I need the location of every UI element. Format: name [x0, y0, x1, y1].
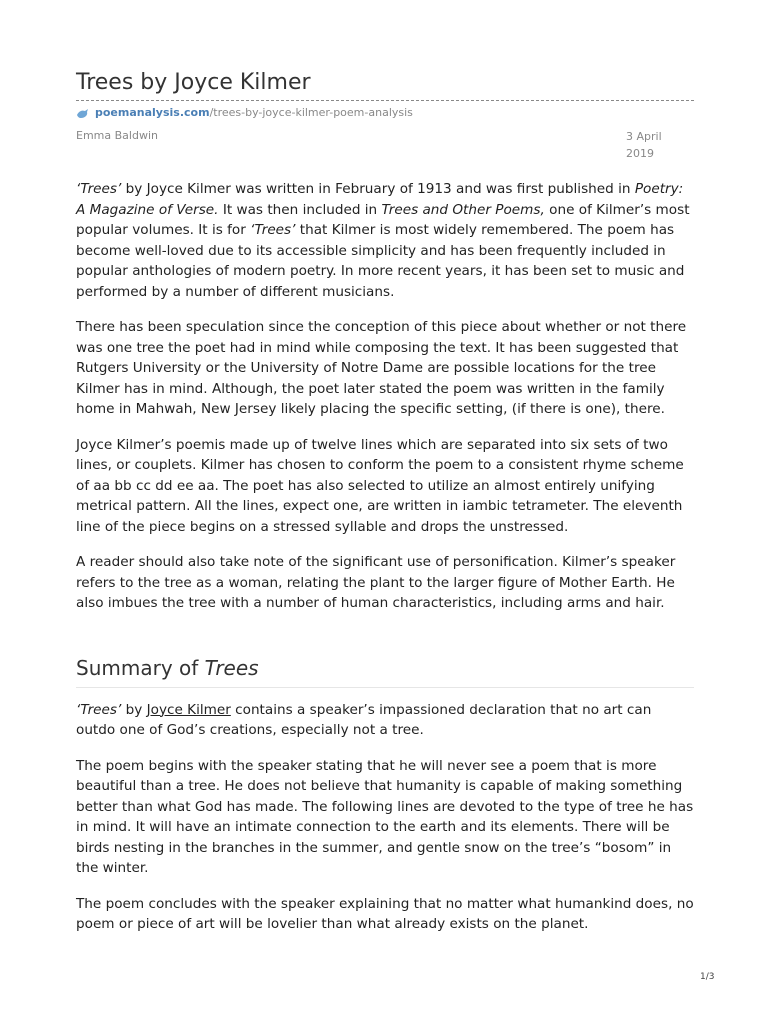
paragraph-personification: A reader should also take note of the significant use of personification. Kilmer’s speaker refers to the tree as a woman, relating the plant to the larger figure of Mother Earth. He also imbues the tree with a number of human characteristics, including arms and hair. [76, 554, 676, 611]
text-span: by Joyce Kilmer was written in February of 1913 and was first published in [121, 181, 635, 197]
source-path[interactable]: /trees-by-joyce-kilmer-poem-analysis [209, 106, 413, 119]
heading-italic: Trees [204, 655, 259, 680]
page-title: Trees by Joyce Kilmer [76, 70, 311, 95]
summary-paragraph-3: The poem concludes with the speaker explaining that no matter what humankind does, no poem or piece of art will be lovelier than what already exists on the planet. [76, 895, 694, 932]
collection-italic: Trees and Other Poems, [381, 201, 545, 218]
paragraph-speculation: There has been speculation since the conception of this piece about whether or not there was one tree the poet had in mind while composing the text. It has been suggested that Rutgers University or the University of Notre Dame are possible locations for the tree Kilmer has in mind. Although, the poet later stated the poem was written in the family home in Mahwah, New Jersey likely placing the specific setting, (if there is one), there. [76, 319, 687, 417]
text-span: by [121, 701, 147, 718]
text-span: It was then included in [218, 201, 382, 218]
author-name: Emma Baldwin [76, 129, 158, 142]
source-line [76, 105, 413, 121]
poem-title-italic: ‘Trees’ [76, 701, 122, 718]
heading-text: Summary of [76, 655, 205, 680]
paragraph-structure: Joyce Kilmer’s poemis made up of twelve lines which are separated into six sets of two lines, or couplets. Kilmer has chosen to conform the poem to a consistent rhyme scheme of aa bb cc dd ee aa. The poet has also selected to utilize an almost entirely unifying metrical pattern. All the lines, expect one, are written in iambic tetrameter. The eleventh line of the piece begins on a stressed syllable and drops the unstressed. [76, 436, 684, 535]
source-domain[interactable]: poemanalysis.com [95, 106, 210, 119]
article-body [76, 179, 694, 950]
publication-italic: Poetry: A Magazine of Verse. [76, 181, 684, 218]
bird-logo-icon [76, 106, 90, 120]
text-span: one of Kilmer’s most popular volumes. It is for [76, 201, 690, 238]
title-divider [76, 100, 694, 101]
author-link[interactable]: Joyce Kilmer [146, 701, 231, 718]
date-line-2: 2019 [626, 147, 654, 160]
paragraph-intro [76, 179, 694, 302]
text-span: that Kilmer is most widely remembered. The poem has become well-loved due to its accessible simplicity and has been frequently included in popular anthologies of modern poetry. In more recent years, it has been set to music and performed by a number of different musicians. [76, 222, 685, 300]
text-span: contains a speaker’s impassioned declaration that no art can outdo one of God’s creations, especially not a tree. [76, 701, 652, 738]
poem-title-italic: ‘Trees’ [250, 222, 296, 238]
poem-title-italic: ‘Trees’ [76, 181, 122, 197]
date-line-1: 3 April [626, 130, 662, 143]
summary-paragraph-1 [76, 700, 694, 741]
page-number: 1/3 [700, 972, 715, 982]
summary-heading [76, 654, 694, 688]
publish-date [626, 128, 686, 162]
summary-paragraph-2: The poem begins with the speaker stating that he will never see a poem that is more beautiful than a tree. He does not believe that humanity is capable of making something better than what God has made. The following lines are devoted to the type of tree he has in mind. It will have an intimate connection to the earth and its elements. There will be birds nesting in the branches in the summer, and gentle snow on the tree’s “bosom” in the winter. [76, 757, 694, 876]
